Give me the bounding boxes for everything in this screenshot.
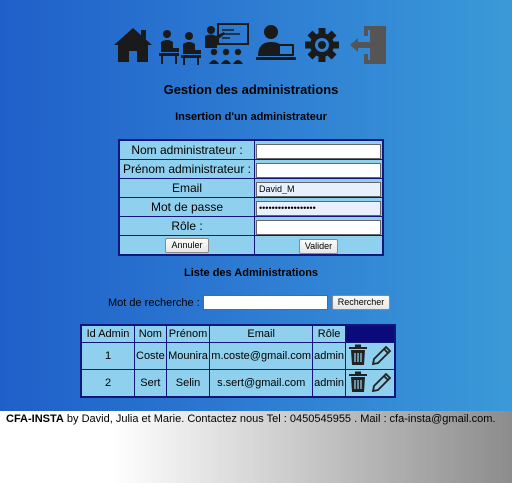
nom-label: Nom administrateur : xyxy=(120,141,254,159)
classroom-icon[interactable] xyxy=(158,22,202,68)
password-label: Mot de passe xyxy=(120,198,254,216)
cell-nom: Sert xyxy=(135,370,166,396)
cell-prenom: Selin xyxy=(167,370,210,396)
insert-admin-form xyxy=(118,139,384,256)
email-label: Email xyxy=(120,179,254,197)
submit-button[interactable]: Valider xyxy=(299,239,338,254)
home-icon[interactable] xyxy=(112,22,154,68)
student-laptop-icon[interactable] xyxy=(254,22,296,68)
role-label: Rôle : xyxy=(120,217,254,235)
logout-door-icon[interactable] xyxy=(348,22,392,68)
footer-brand: CFA-INSTA xyxy=(6,413,64,425)
settings-gear-icon[interactable] xyxy=(302,22,342,68)
search-input[interactable] xyxy=(203,295,328,310)
cell-role: admin xyxy=(313,370,345,396)
table-header-row xyxy=(82,326,394,342)
header-prenom: Prénom xyxy=(168,328,208,340)
footer-credits: by David, Julia et Marie. Contactez nous Tel : 0450545955 . Mail : cfa-insta@gmail.com. xyxy=(63,413,496,425)
role-input[interactable] xyxy=(256,220,381,235)
cancel-button[interactable]: Annuler xyxy=(165,238,208,253)
header-email: Email xyxy=(210,326,312,342)
table-row xyxy=(82,343,394,369)
table-row xyxy=(82,370,394,396)
cell-prenom: Mounira xyxy=(167,343,210,369)
header-id: Id Admin xyxy=(82,326,134,342)
cell-email: m.coste@gmail.com xyxy=(210,343,312,369)
top-nav xyxy=(112,22,392,70)
page-title: Gestion des administrations xyxy=(163,82,339,97)
header-actions xyxy=(346,326,394,342)
trash-icon[interactable] xyxy=(348,344,368,369)
row-actions xyxy=(346,370,394,396)
list-section-title: Liste des Administrations xyxy=(183,267,319,279)
nom-input[interactable] xyxy=(256,144,381,159)
search-label: Mot de recherche : xyxy=(108,296,200,309)
header-role: Rôle xyxy=(313,326,345,342)
email-input[interactable] xyxy=(256,182,381,197)
header-nom: Nom xyxy=(135,326,166,342)
cell-id: 1 xyxy=(82,343,134,369)
prenom-label: Prénom administrateur : xyxy=(120,160,254,178)
password-input[interactable] xyxy=(256,201,381,216)
pencil-icon[interactable] xyxy=(371,371,393,396)
footer xyxy=(0,411,512,483)
prenom-input[interactable] xyxy=(256,163,381,178)
search-bar xyxy=(108,295,390,310)
insert-section-title: Insertion d'un administrateur xyxy=(175,111,327,123)
pencil-icon[interactable] xyxy=(371,344,393,369)
row-actions xyxy=(346,343,394,369)
cell-nom: Coste xyxy=(135,343,166,369)
admin-table xyxy=(80,324,396,398)
cell-id: 2 xyxy=(82,370,134,396)
footer-text xyxy=(0,411,512,425)
teacher-board-icon[interactable] xyxy=(204,22,250,68)
search-button[interactable]: Rechercher xyxy=(332,295,391,310)
cell-role: admin xyxy=(313,343,345,369)
trash-icon[interactable] xyxy=(348,371,368,396)
cell-email: s.sert@gmail.com xyxy=(210,370,312,396)
